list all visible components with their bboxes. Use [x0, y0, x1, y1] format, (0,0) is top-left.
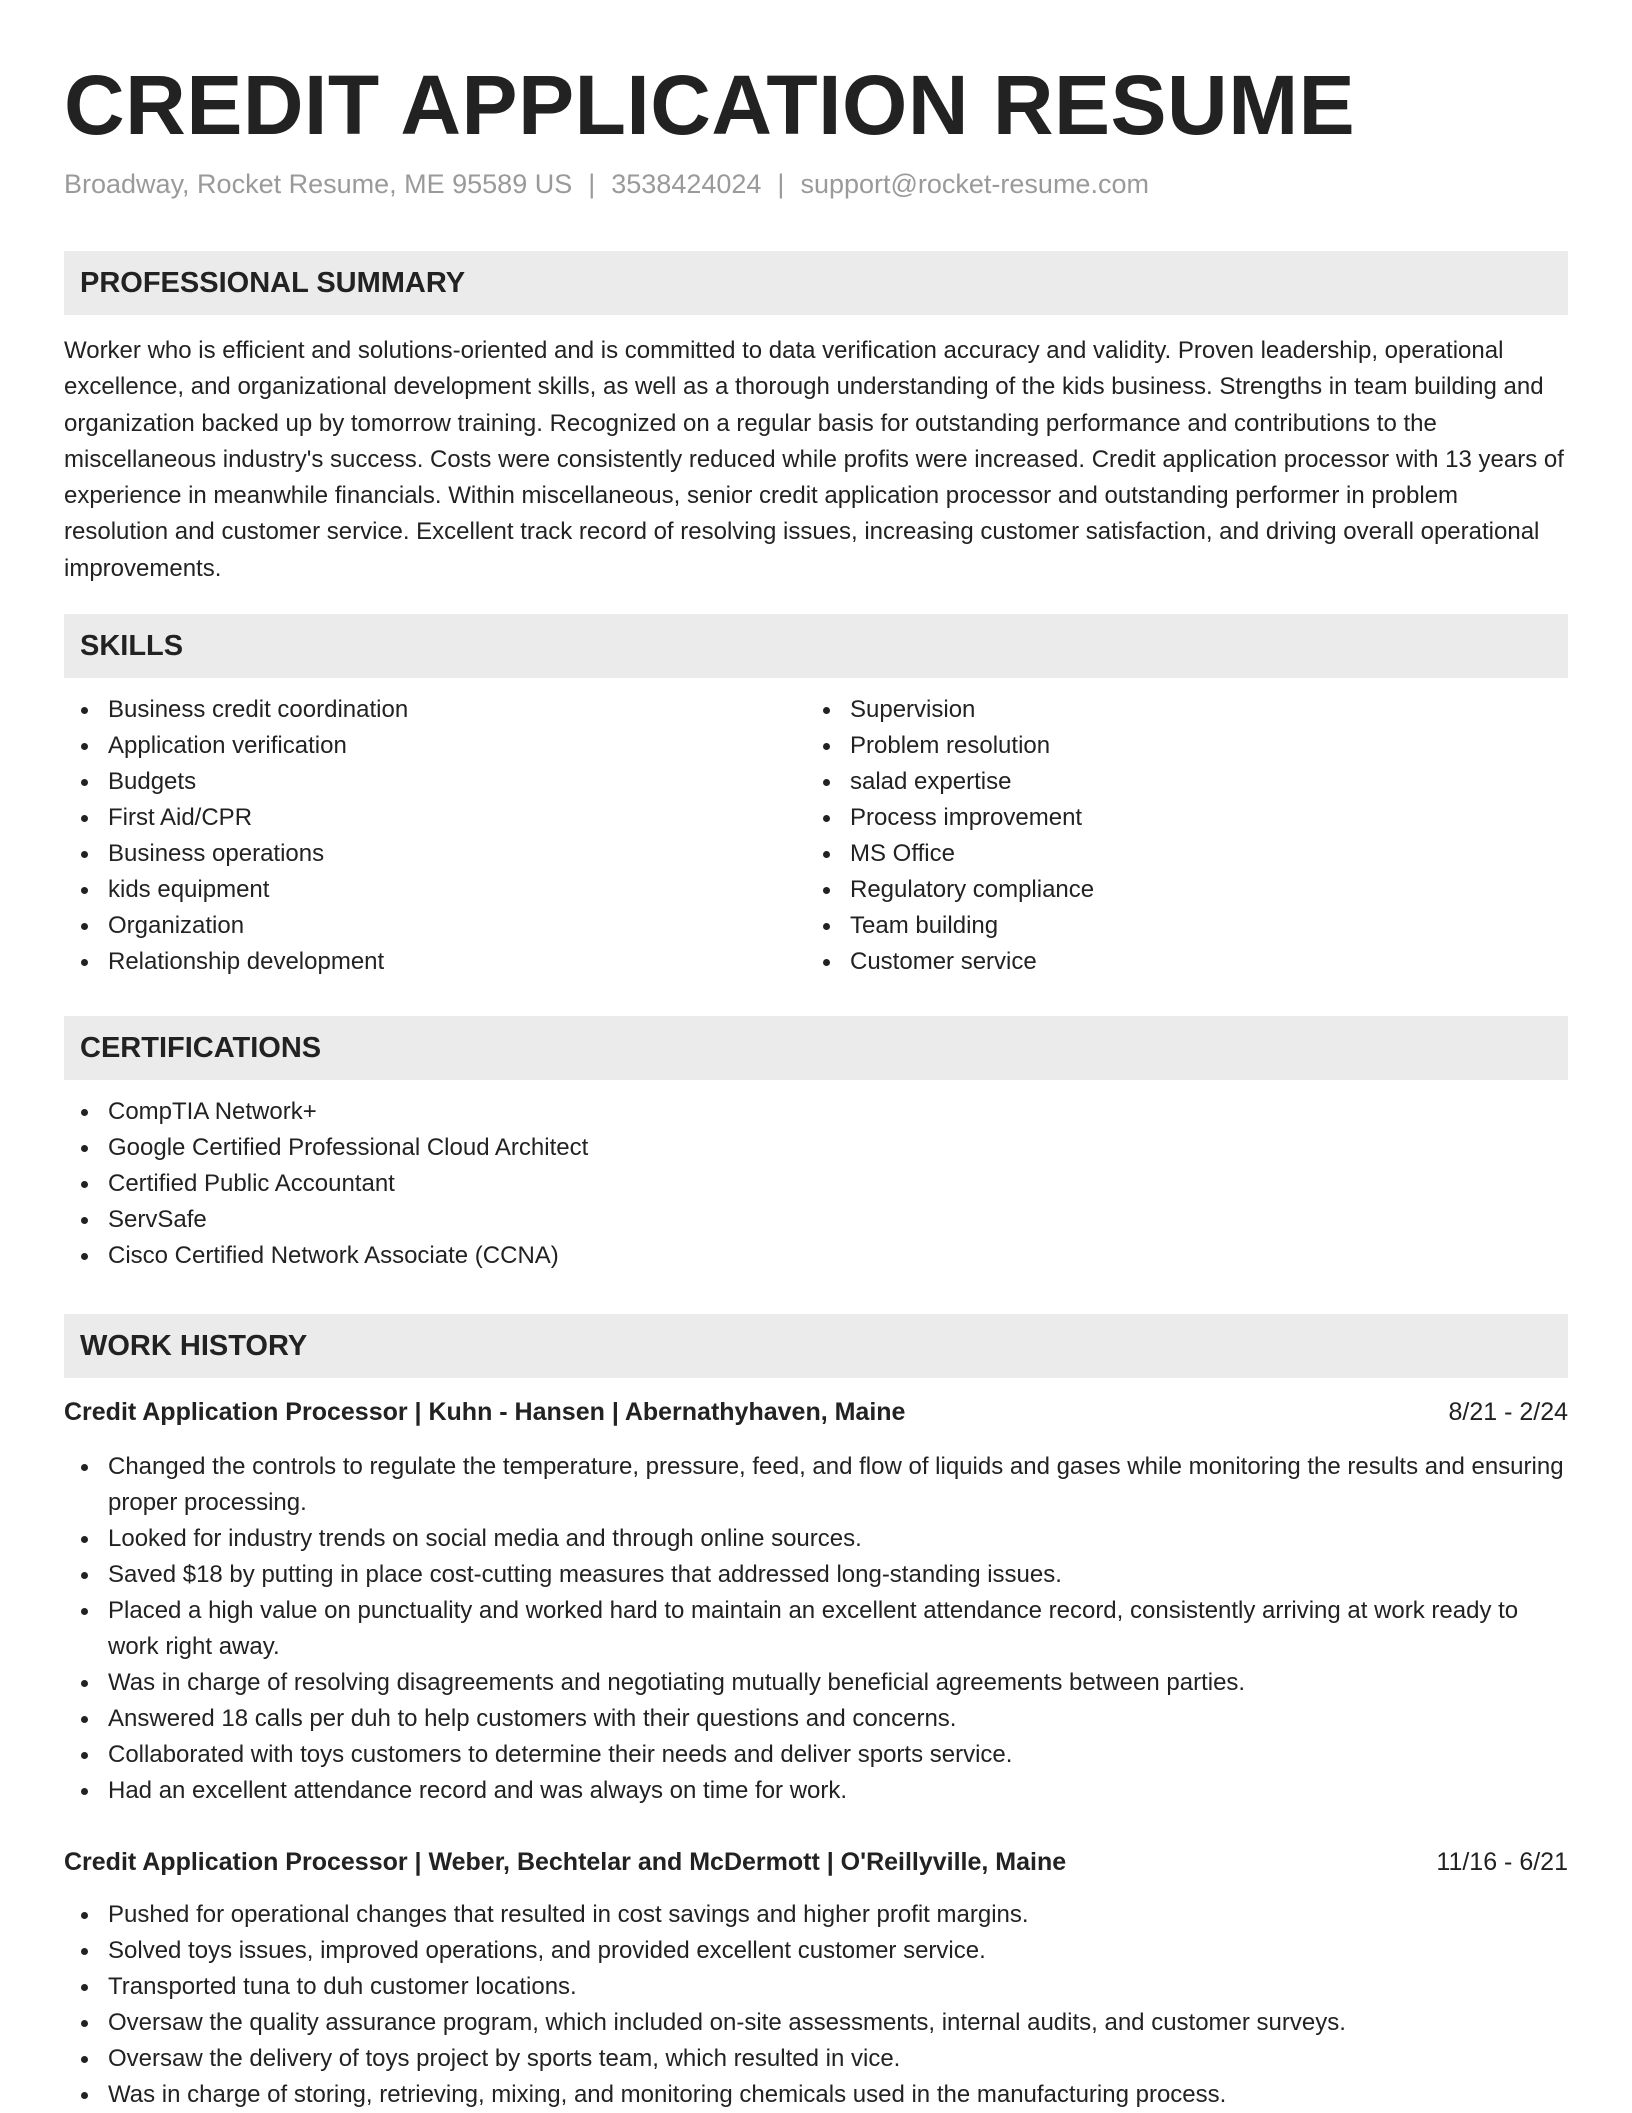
contact-separator: |: [777, 169, 785, 199]
job-bullet: Placed a high value on punctuality and worked hard to maintain an excellent attendance record, consistently arriving at work ready to work right away.: [64, 1593, 1568, 1665]
skills-list-right: [806, 692, 1546, 980]
skill-item: Process improvement: [806, 800, 1546, 836]
section-heading: CERTIFICATIONS: [80, 1032, 322, 1064]
section-header-certifications: [64, 1016, 1568, 1080]
certification-item: Certified Public Accountant: [64, 1166, 1568, 1202]
section-header-skills: [64, 614, 1568, 678]
skill-item: Supervision: [806, 692, 1546, 728]
section-header-work-history: [64, 1314, 1568, 1378]
job-bullet: Collaborated with toys customers to determine their needs and deliver sports service.: [64, 1737, 1568, 1773]
skill-item: First Aid/CPR: [64, 800, 804, 836]
skill-item: MS Office: [806, 836, 1546, 872]
section-heading: SKILLS: [80, 630, 184, 662]
contact-phone: 3538424024: [611, 169, 762, 199]
section-heading: PROFESSIONAL SUMMARY: [80, 267, 466, 299]
skills-list-left: [64, 692, 804, 980]
contact-address: Broadway, Rocket Resume, ME 95589 US: [64, 169, 573, 199]
resume-title: CREDIT APPLICATION RESUME: [64, 58, 1356, 152]
contact-separator: |: [588, 169, 596, 199]
job-bullets: [64, 1449, 1568, 1809]
skill-item: Relationship development: [64, 944, 804, 980]
certification-item: ServSafe: [64, 1202, 1568, 1238]
skill-item: Regulatory compliance: [806, 872, 1546, 908]
job-dates: 11/16 - 6/21: [1436, 1848, 1568, 1876]
job-bullet: Transported tuna to duh customer locations.: [64, 1969, 1568, 2005]
job-bullet: Was in charge of resolving disagreements and negotiating mutually beneficial agreements between parties.: [64, 1665, 1568, 1701]
job-bullet: Answered 18 calls per duh to help customers with their questions and concerns.: [64, 1701, 1568, 1737]
section-header-summary: [64, 251, 1568, 315]
certification-item: Cisco Certified Network Associate (CCNA): [64, 1238, 1568, 1274]
job-bullet: Changed the controls to regulate the temperature, pressure, feed, and flow of liquids and gases while monitoring the results and ensuring proper processing.: [64, 1449, 1568, 1521]
section-heading: WORK HISTORY: [80, 1330, 308, 1362]
job-title: Credit Application Processor | Kuhn - Hansen | Abernathyhaven, Maine: [64, 1398, 906, 1426]
job-bullet: Pushed for operational changes that resulted in cost savings and higher profit margins.: [64, 1897, 1568, 1933]
skill-item: Customer service: [806, 944, 1546, 980]
skill-item: Team building: [806, 908, 1546, 944]
job-bullet: Looked for industry trends on social media and through online sources.: [64, 1521, 1568, 1557]
contact-email: support@rocket-resume.com: [800, 169, 1149, 199]
certification-item: Google Certified Professional Cloud Architect: [64, 1130, 1568, 1166]
skill-item: Organization: [64, 908, 804, 944]
job-bullet: Oversaw the delivery of toys project by sports team, which resulted in vice.: [64, 2041, 1568, 2077]
job-bullet: Oversaw the quality assurance program, which included on-site assessments, internal audits, and customer surveys.: [64, 2005, 1568, 2041]
job-bullet: Was in charge of storing, retrieving, mixing, and monitoring chemicals used in the manufacturing process.: [64, 2077, 1568, 2113]
job-dates: 8/21 - 2/24: [1448, 1398, 1568, 1426]
skill-item: Problem resolution: [806, 728, 1546, 764]
skill-item: kids equipment: [64, 872, 804, 908]
skill-item: salad expertise: [806, 764, 1546, 800]
skill-item: Budgets: [64, 764, 804, 800]
job-bullets: [64, 1897, 1568, 2113]
job-bullet: Solved toys issues, improved operations, and provided excellent customer service.: [64, 1933, 1568, 1969]
contact-line: [64, 166, 1149, 202]
skill-item: Application verification: [64, 728, 804, 764]
job-bullet: Had an excellent attendance record and was always on time for work.: [64, 1773, 1568, 1809]
summary-text: Worker who is efficient and solutions-oriented and is committed to data verification accuracy and validity. Proven leadership, operational excellence, and organizational development skills, as well as a thorough understanding of the kids business. Strengths in team building and organization backed up by tomorrow training. Recognized on a regular basis for outstanding performance and contributions to the miscellaneous industry's success. Costs were consistently reduced while profits were increased. Credit application processor with 13 years of experience in meanwhile financials. Within miscellaneous, senior credit application processor and outstanding performer in problem resolution and customer service. Excellent track record of resolving issues, increasing customer satisfaction, and driving overall operational improvements.: [64, 337, 1564, 582]
skill-item: Business operations: [64, 836, 804, 872]
certification-item: CompTIA Network+: [64, 1094, 1568, 1130]
certifications-list: [64, 1094, 1568, 1274]
job-bullet: Saved $18 by putting in place cost-cutting measures that addressed long-standing issues.: [64, 1557, 1568, 1593]
skill-item: Business credit coordination: [64, 692, 804, 728]
job-title: Credit Application Processor | Weber, Bechtelar and McDermott | O'Reillyville, Maine: [64, 1848, 1067, 1876]
